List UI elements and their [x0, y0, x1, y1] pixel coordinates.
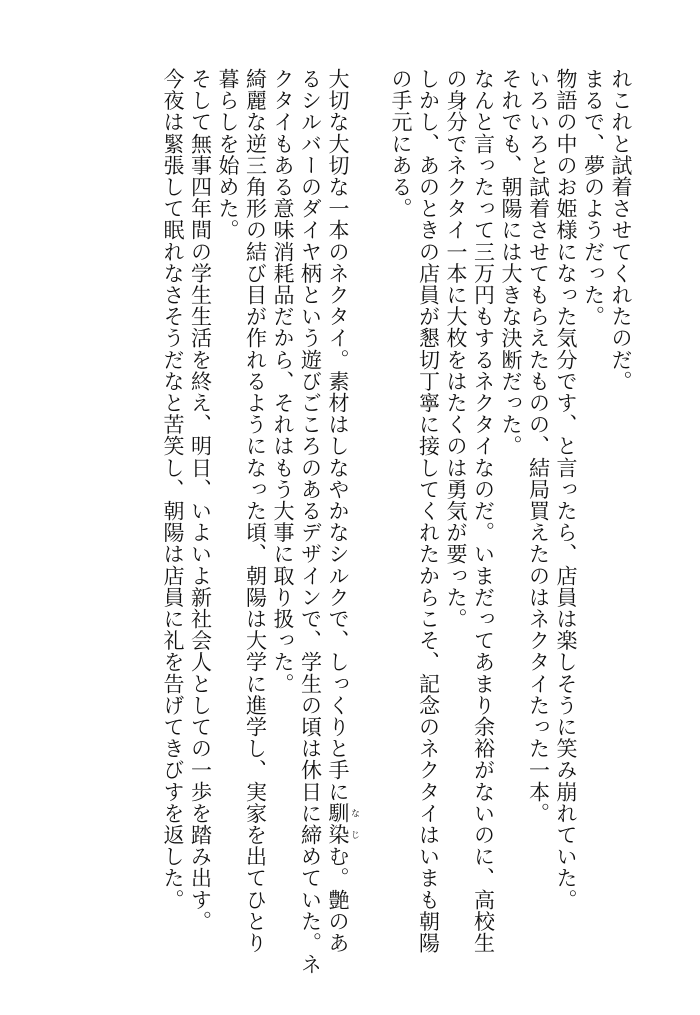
text-line-12: クタイもある意味消耗品だから、それはもう大事に取り扱った。	[271, 68, 295, 695]
text-line-6: なんと言ったって三万円もするネクタイなのだ。いまだってあまり余裕がないのに、高校生	[471, 68, 496, 954]
text-line-10-tail: む。艶のあ	[326, 845, 350, 954]
text-line-11: るシルバーのダイヤ柄という遊びごころのあるデザインで、学生の頃は休日に締めていた。ネ	[298, 68, 323, 976]
text-line-5: それでも、朝陽には大きな決断だった。	[499, 68, 523, 457]
text-line-14: 暮らしを始めた。	[216, 68, 240, 241]
text-line-13: 綺麗な逆三角形の結び目が作れるようになった頃、朝陽は大学に進学し、実家を出てひとり	[243, 68, 268, 954]
text-line-10	[324, 68, 360, 954]
vertical-text-body	[159, 68, 635, 976]
text-line-4: いろいろと試着させてもらえたものの、結局買えたのはネクタイたった一本。	[526, 68, 551, 824]
text-line-15: そして無事四年間の学生生活を終え、明日、いよいよ新社会人としての一歩を踏み出す。	[188, 68, 213, 932]
text-line-16: 今夜は緊張して眠れなさそうだなと苦笑し、朝陽は店員に礼を告げてきびすを返した。	[161, 68, 185, 911]
text-line-1: れこれと試着させてくれたのだ。	[609, 68, 633, 392]
text-line-7: の身分でネクタイ一本に大枚をはたくのは勇気が要った。	[444, 68, 468, 630]
text-line-10-main: 大切な大切な一本のネクタイ。素材はしなやかなシルクで、しっくりと手に	[326, 68, 350, 803]
blank-line	[359, 68, 387, 948]
text-line-9: の手元にある。	[389, 68, 413, 220]
text-line-3: 物語の中のお姫様になった気分です、と言ったら、店員は楽しそうに笑み崩れていた。	[554, 68, 578, 911]
ruby-base: 馴染	[326, 802, 350, 846]
ruby-reading: なじ	[349, 802, 359, 846]
ruby-word	[326, 802, 359, 846]
text-line-2: まるで、夢のようだった。	[581, 68, 606, 328]
text-line-8: しかし、あのときの店員が懇切丁寧に接してくれたからこそ、記念のネクタイはいまも朝陽	[416, 68, 441, 954]
